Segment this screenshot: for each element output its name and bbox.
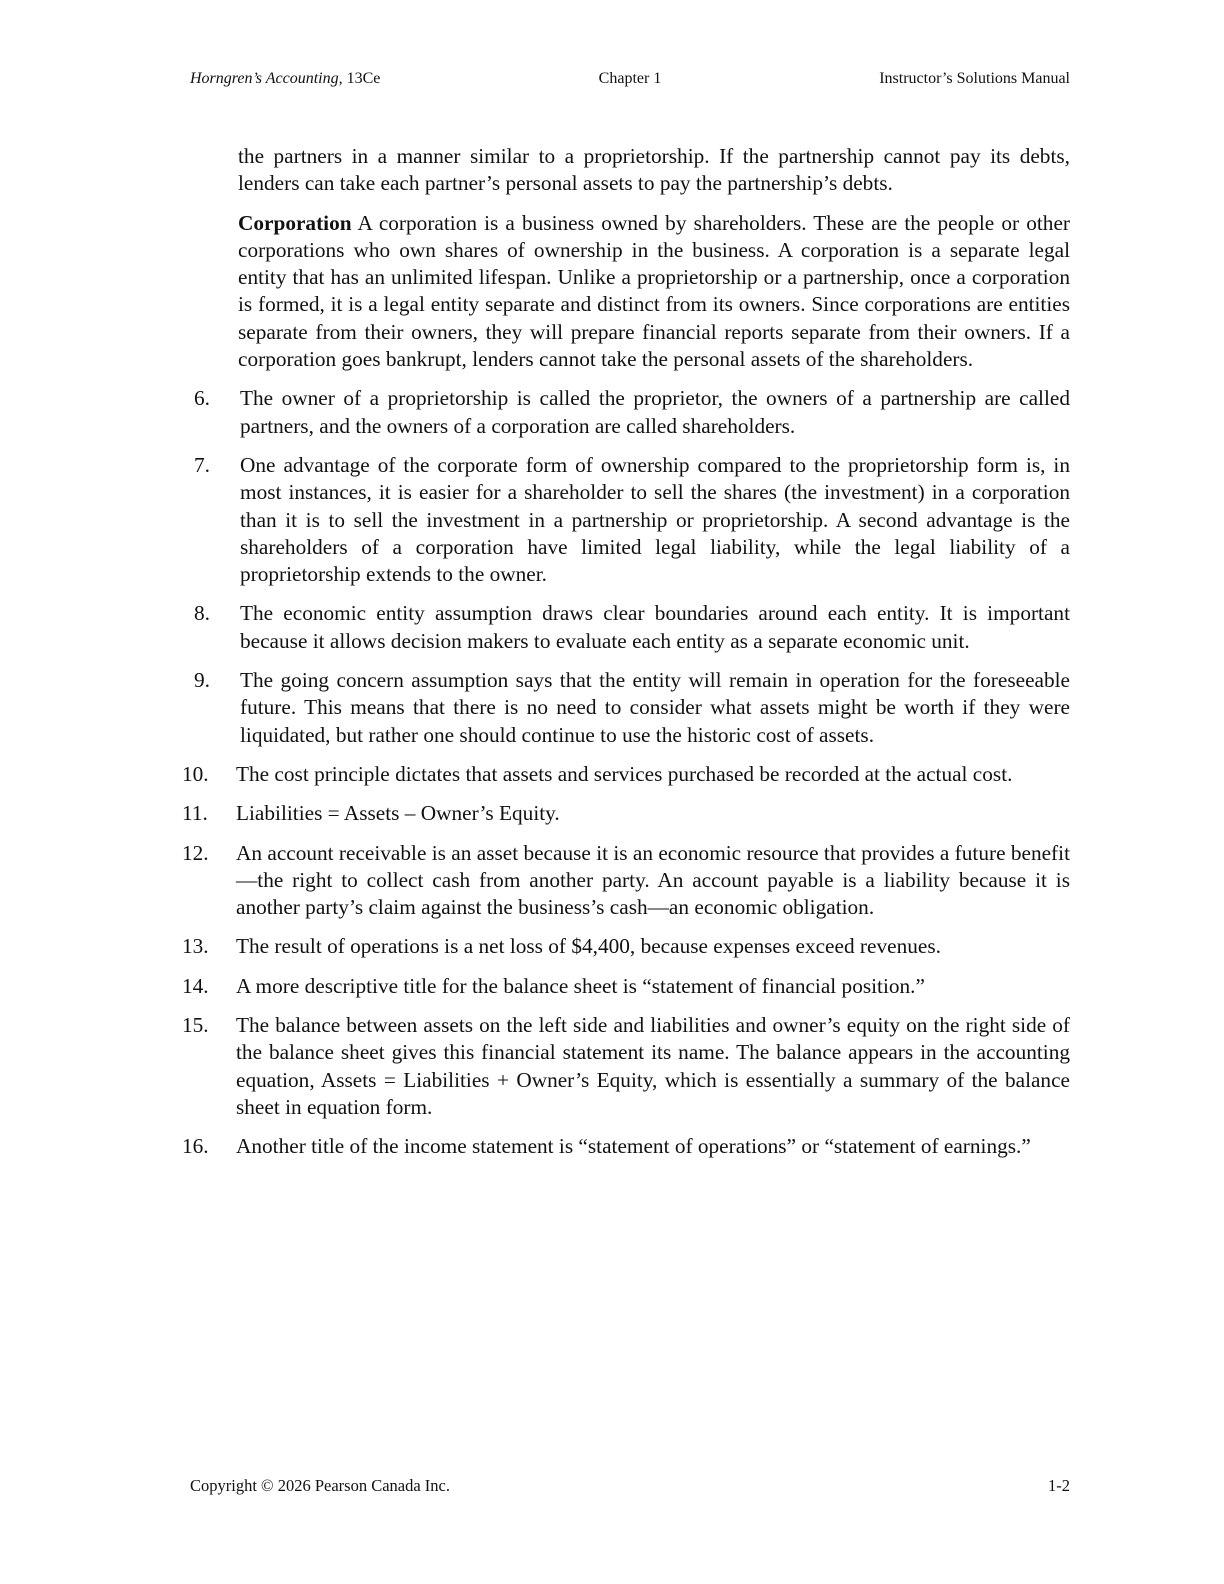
item-text: Liabilities = Assets – Owner’s Equity. <box>236 801 560 826</box>
item-number: 10. <box>182 761 209 786</box>
list-item <box>182 800 1070 827</box>
item-number: 12. <box>182 840 209 865</box>
item-number: 7. <box>194 452 210 477</box>
corporation-paragraph <box>238 210 1070 374</box>
list-item <box>182 600 1070 655</box>
item-number: 9. <box>194 668 210 693</box>
item-text: The cost principle dictates that assets and services purchased be recorded at the actual cost. <box>236 761 1013 786</box>
paragraph-text: the partners in a manner similar to a proprietorship. If the partnership cannot pay its debts, lenders can take each partner’s personal assets to pay the partnership’s debts. <box>238 144 1070 196</box>
item-number: 14. <box>182 973 209 998</box>
book-title: Horngren’s Accounting, <box>190 70 343 87</box>
list-item <box>182 667 1070 749</box>
list-item <box>182 761 1070 788</box>
item-text: A more descriptive title for the balance sheet is “statement of financial position.” <box>236 973 925 998</box>
continuation-paragraph <box>238 143 1070 198</box>
item-text: The going concern assumption says that the entity will remain in operation for the foreseeable future. This means that there is no need to consider what assets might be worth if they were liquidated, but rather one should continue to use the historic cost of assets. <box>240 668 1070 747</box>
item-text: Another title of the income statement is “statement of operations” or “statement of earnings.” <box>236 1134 1031 1159</box>
item-number: 8. <box>194 601 210 626</box>
list-item <box>182 933 1070 960</box>
document-body <box>182 143 1070 1173</box>
list-item <box>182 1133 1070 1160</box>
list-item <box>182 840 1070 922</box>
list-item <box>182 1012 1070 1121</box>
list-item <box>182 452 1070 588</box>
list-item <box>182 385 1070 440</box>
page-header <box>190 70 1070 94</box>
paragraph-term: Corporation <box>238 210 352 235</box>
edition: 13Ce <box>342 70 381 87</box>
header-chapter: Chapter 1 <box>598 70 662 87</box>
copyright-notice: Copyright © 2026 Pearson Canada Inc. <box>190 1476 450 1495</box>
list-item <box>182 973 1070 1000</box>
item-number: 6. <box>194 386 210 411</box>
item-text: The economic entity assumption draws clear boundaries around each entity. It is important because it allows decision makers to evaluate each entity as a separate economic unit. <box>240 601 1070 653</box>
paragraph-text: A corporation is a business owned by shareholders. These are the people or other corporations who own shares of ownership in the business. A corporation is a separate legal entity that has an unlimited lifespan. Unlike a proprietorship or a partnership, once a corporation is formed, it is a legal entity separate and distinct from its owners. Since corporations are entities separate from their owners, they will prepare financial reports separate from their owners. If a corporation goes bankrupt, lenders cannot take the personal assets of the shareholders. <box>238 210 1070 372</box>
header-manual-title: Instructor’s Solutions Manual <box>879 70 1070 87</box>
item-text: An account receivable is an asset because it is an economic resource that provides a future benefit—the right to collect cash from another party. An account payable is a liability because it is another party’s claim against the business’s cash—an economic obligation. <box>236 840 1070 920</box>
page-number: 1-2 <box>1048 1476 1070 1495</box>
item-text: One advantage of the corporate form of ownership compared to the proprietorship form is, in most instances, it is easier for a shareholder to sell the shares (the investment) in a corporation than it is to sell the investment in a partnership or proprietorship. A second advantage is the shareholders of a corporation have limited legal liability, while the legal liability of a proprietorship extends to the owner. <box>240 452 1070 587</box>
item-number: 15. <box>182 1013 209 1038</box>
item-text: The result of operations is a net loss of $4,400, because expenses exceed revenues. <box>236 934 941 959</box>
item-number: 13. <box>182 934 209 959</box>
item-number: 11. <box>182 801 208 826</box>
item-number: 16. <box>182 1134 209 1159</box>
item-text: The owner of a proprietorship is called the proprietor, the owners of a partnership are called partners, and the owners of a corporation are called shareholders. <box>240 386 1070 438</box>
item-text: The balance between assets on the left side and liabilities and owner’s equity on the right side of the balance sheet gives this financial statement its name. The balance appears in the accounting equation, Assets = Liabilities + Owner’s Equity, which is essentially a summary of the balance sheet in equation form. <box>236 1013 1070 1119</box>
page-footer <box>190 1476 1070 1500</box>
